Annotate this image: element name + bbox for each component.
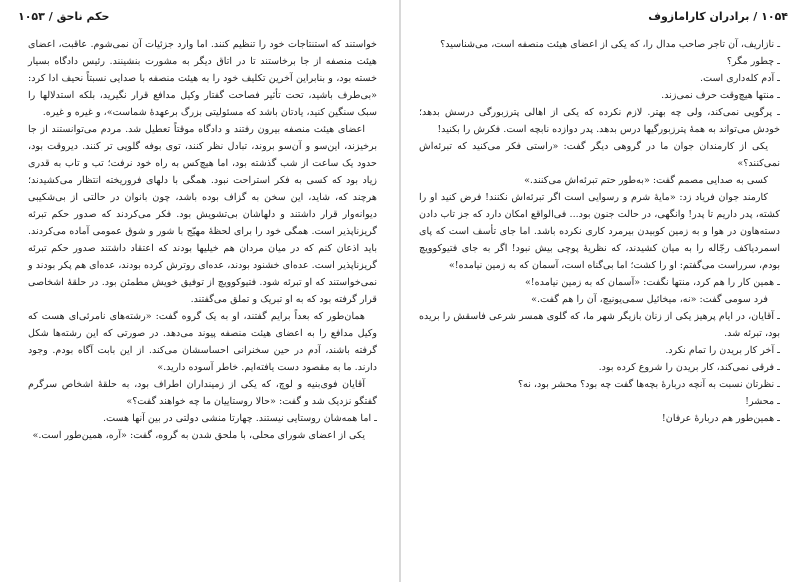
paragraph: ـ آخر کار بریدن را تمام نکرد. <box>665 345 780 356</box>
paragraph: ـ همین‌طور هم دربارهٔ عرفان! <box>661 413 780 424</box>
paragraph: ـ اما همه‌شان روستایی نیستند. چهارتا منشی دولتی در بین آنها هست. <box>103 413 377 424</box>
right-header-title: برادران کارامازوف <box>648 10 750 23</box>
paragraph: ـ فرقی نمی‌کند، کار بریدن را شروع کرده بود. <box>598 362 780 373</box>
paragraph: ـ پرگویی نمی‌کند، ولی چه بهتر. لازم نکرده که یکی از اهالی پترزبورگی درسش بدهد؛ خودش می‌تواند به همهٔ پترزبورگیها درس بدهد. پدر دوازده نابچه است. فکرش را بکنید! <box>419 107 780 135</box>
paragraph: ـ منتها هیچ‌وقت حرف نمی‌زند. <box>661 90 780 101</box>
paragraph: فرد سومی گفت: «نه، میخائیل سمی‌یونیچ، آن را هم گفت.» <box>531 294 768 305</box>
paragraph: ـ نازاریف، آن تاجر صاحب مدال را، که یکی از اعضای هیئت منصفه است، می‌شناسید؟ <box>440 39 780 50</box>
left-page <box>0 0 399 582</box>
paragraph: همان‌طور که بعداً برایم گفتند، او به یک گروه گفت: «رشته‌های نامرئی‌ای هست که وکیل مدافع را به اعضای هیئت منصفه پیوند می‌دهد. در صورتی که این رشته‌ها شکل گرفته باشند، آدم در حین سخنرانی احساسشان می‌کند. از این بابت آگاه بودم. وجود دارند. ما به مقصود دست یافته‌ایم. خاطر آسوده دارید.» <box>28 311 377 373</box>
paragraph: ـ چطور مگر؟ <box>726 56 780 67</box>
right-page <box>401 0 800 582</box>
right-running-head <box>648 10 788 23</box>
paragraph: یکی از کارمندان جوان ما در گروهی دیگر گفت: «راستی فکر می‌کنید که تبرئه‌اش نمی‌کنند؟» <box>419 141 780 169</box>
paragraph: ـ نظرتان نسبت به آنچه دربارهٔ بچه‌ها گفت چه بود؟ محشر بود، نه؟ <box>517 379 780 390</box>
paragraph: ـ آقایان، در ایام پرهیز یکی از زنان بازیگر شهر ما، که گلوی همسر شرعی فاسقش را بریده بود، تبرئه شد. <box>419 311 780 339</box>
left-running-head <box>18 10 109 23</box>
paragraph: یکی از اعضای شورای محلی، با ملحق شدن به گروه، گفت: «آره، همین‌طور است.» <box>32 430 365 441</box>
paragraph: ـ محشر! <box>745 396 780 407</box>
right-body-text <box>419 36 780 427</box>
paragraph: آقایان فوی‌بنیه و لوچ، که یکی از زمینداران اطراف بود، به حلقهٔ اشخاص سرگرم گفتگو نزدیک شد و گفت: «حالا روستاییان ما چه خواهند گفت؟» <box>28 379 377 407</box>
left-header-separator: / <box>48 10 53 23</box>
paragraph: کسی به صدایی مصمم گفت: «به‌طور حتم تبرئه‌اش می‌کنند.» <box>524 175 768 186</box>
right-header-separator: / <box>753 10 758 23</box>
paragraph: ـ آدم کله‌داری است. <box>700 73 780 84</box>
left-page-number: ۱۰۵۳ <box>18 10 45 23</box>
paragraph: اعضای هیئت منصفه بیرون رفتند و دادگاه موقتاً تعطیل شد. مردم می‌توانستند از جا برخیزند، این‌سو و آن‌سو بروند، تبادل نظر کنند، توی بوفه گلویی تر کنند. دیروقت بود، حدود یک ساعت از شب گذشته بود، اما هیچ‌کس به راه خود نرفت؛ تب و تاب به قدری زیاد بود که کسی به فکر استراحت نبود. همگی با دلهای فروریخته انتظار می‌کشیدند؛ هرچند که، شاید، این سخن به گزاف بوده باشد، چون بانوان در حالتی از بی‌شکیبی دیوانه‌وار قرار داشتند و دلهاشان بی‌تشویش بود. فکر می‌کردند که صدور حکم تبرئه گریزناپذیر است. همگی خود را برای لحظهٔ مهیّج با شور و شوق عمومی آماده می‌کردند. باید اذعان کنم که در میان مردان هم خیلیها بودند که اعتقاد داشتند صدور حکم تبرئه گریزناپذیر است. عده‌ای خشنود بودند، عده‌ای روترش کرده بودند، عده‌ای هم پکر بودند و نمی‌خواستند که او تبرئه شود. فتیوکوویچ از توفیق خویش مطمئن بود. در حلقهٔ اشخاصی قرار گرفته بود که به او تبریک و تملق می‌گفتند. <box>28 124 377 305</box>
paragraph: ـ همین کار را هم کرد، منتها نگفت: «آسمان که به زمین نیامده!» <box>524 277 780 288</box>
right-page-number: ۱۰۵۴ <box>761 10 788 23</box>
paragraph: کارمند جوان فریاد زد: «مایهٔ شرم و رسوایی است اگر تبرئه‌اش نکنند! فرض کنید او را کشته، پدر داریم تا پدر! وانگهی، در حالت جنون بود... فی‌الواقع امکان دارد که جز تاب دادن دسته‌هاون در هوا و به زمین کوبیدن بیرمرد کاری نکرده باشد. اما جای تأسف است که پای اسمردیاکف رجّاله را به میان کشیدند، که نظریهٔ پوچی بیش نبود! اگر به جای فتیوکوویچ بودم، سرراست می‌گفتم: او را کشت؛ اما بی‌گناه است، آسمان که به زمین نیامده!» <box>419 192 780 271</box>
left-body-text <box>28 36 377 444</box>
paragraph: خواستند که استنتاجات خود را تنظیم کنند. اما وارد جزئیات آن نمی‌شوم. عاقبت، اعضای هیئت منصفه از جا برخاستند تا در اتاق دیگر به مشورت بنشینند. رئیس دادگاه بسیار خسته بود، و بنابراین آخرین تکلیف خود را به هیئت منصفه با صدایی نسبتاً نحیف ادا کرد: «بی‌طرف باشید، تحت تأثیر فصاحت گفتار وکیل مدافع قرار نگیرید، بلکه استدلالها را سبک سنگین کنید، یادتان باشد که مسئولیتی بزرگ برعهدهٔ شماست»، و غیره و غیره. <box>28 39 377 118</box>
left-header-title: حکم ناحق <box>56 10 110 23</box>
